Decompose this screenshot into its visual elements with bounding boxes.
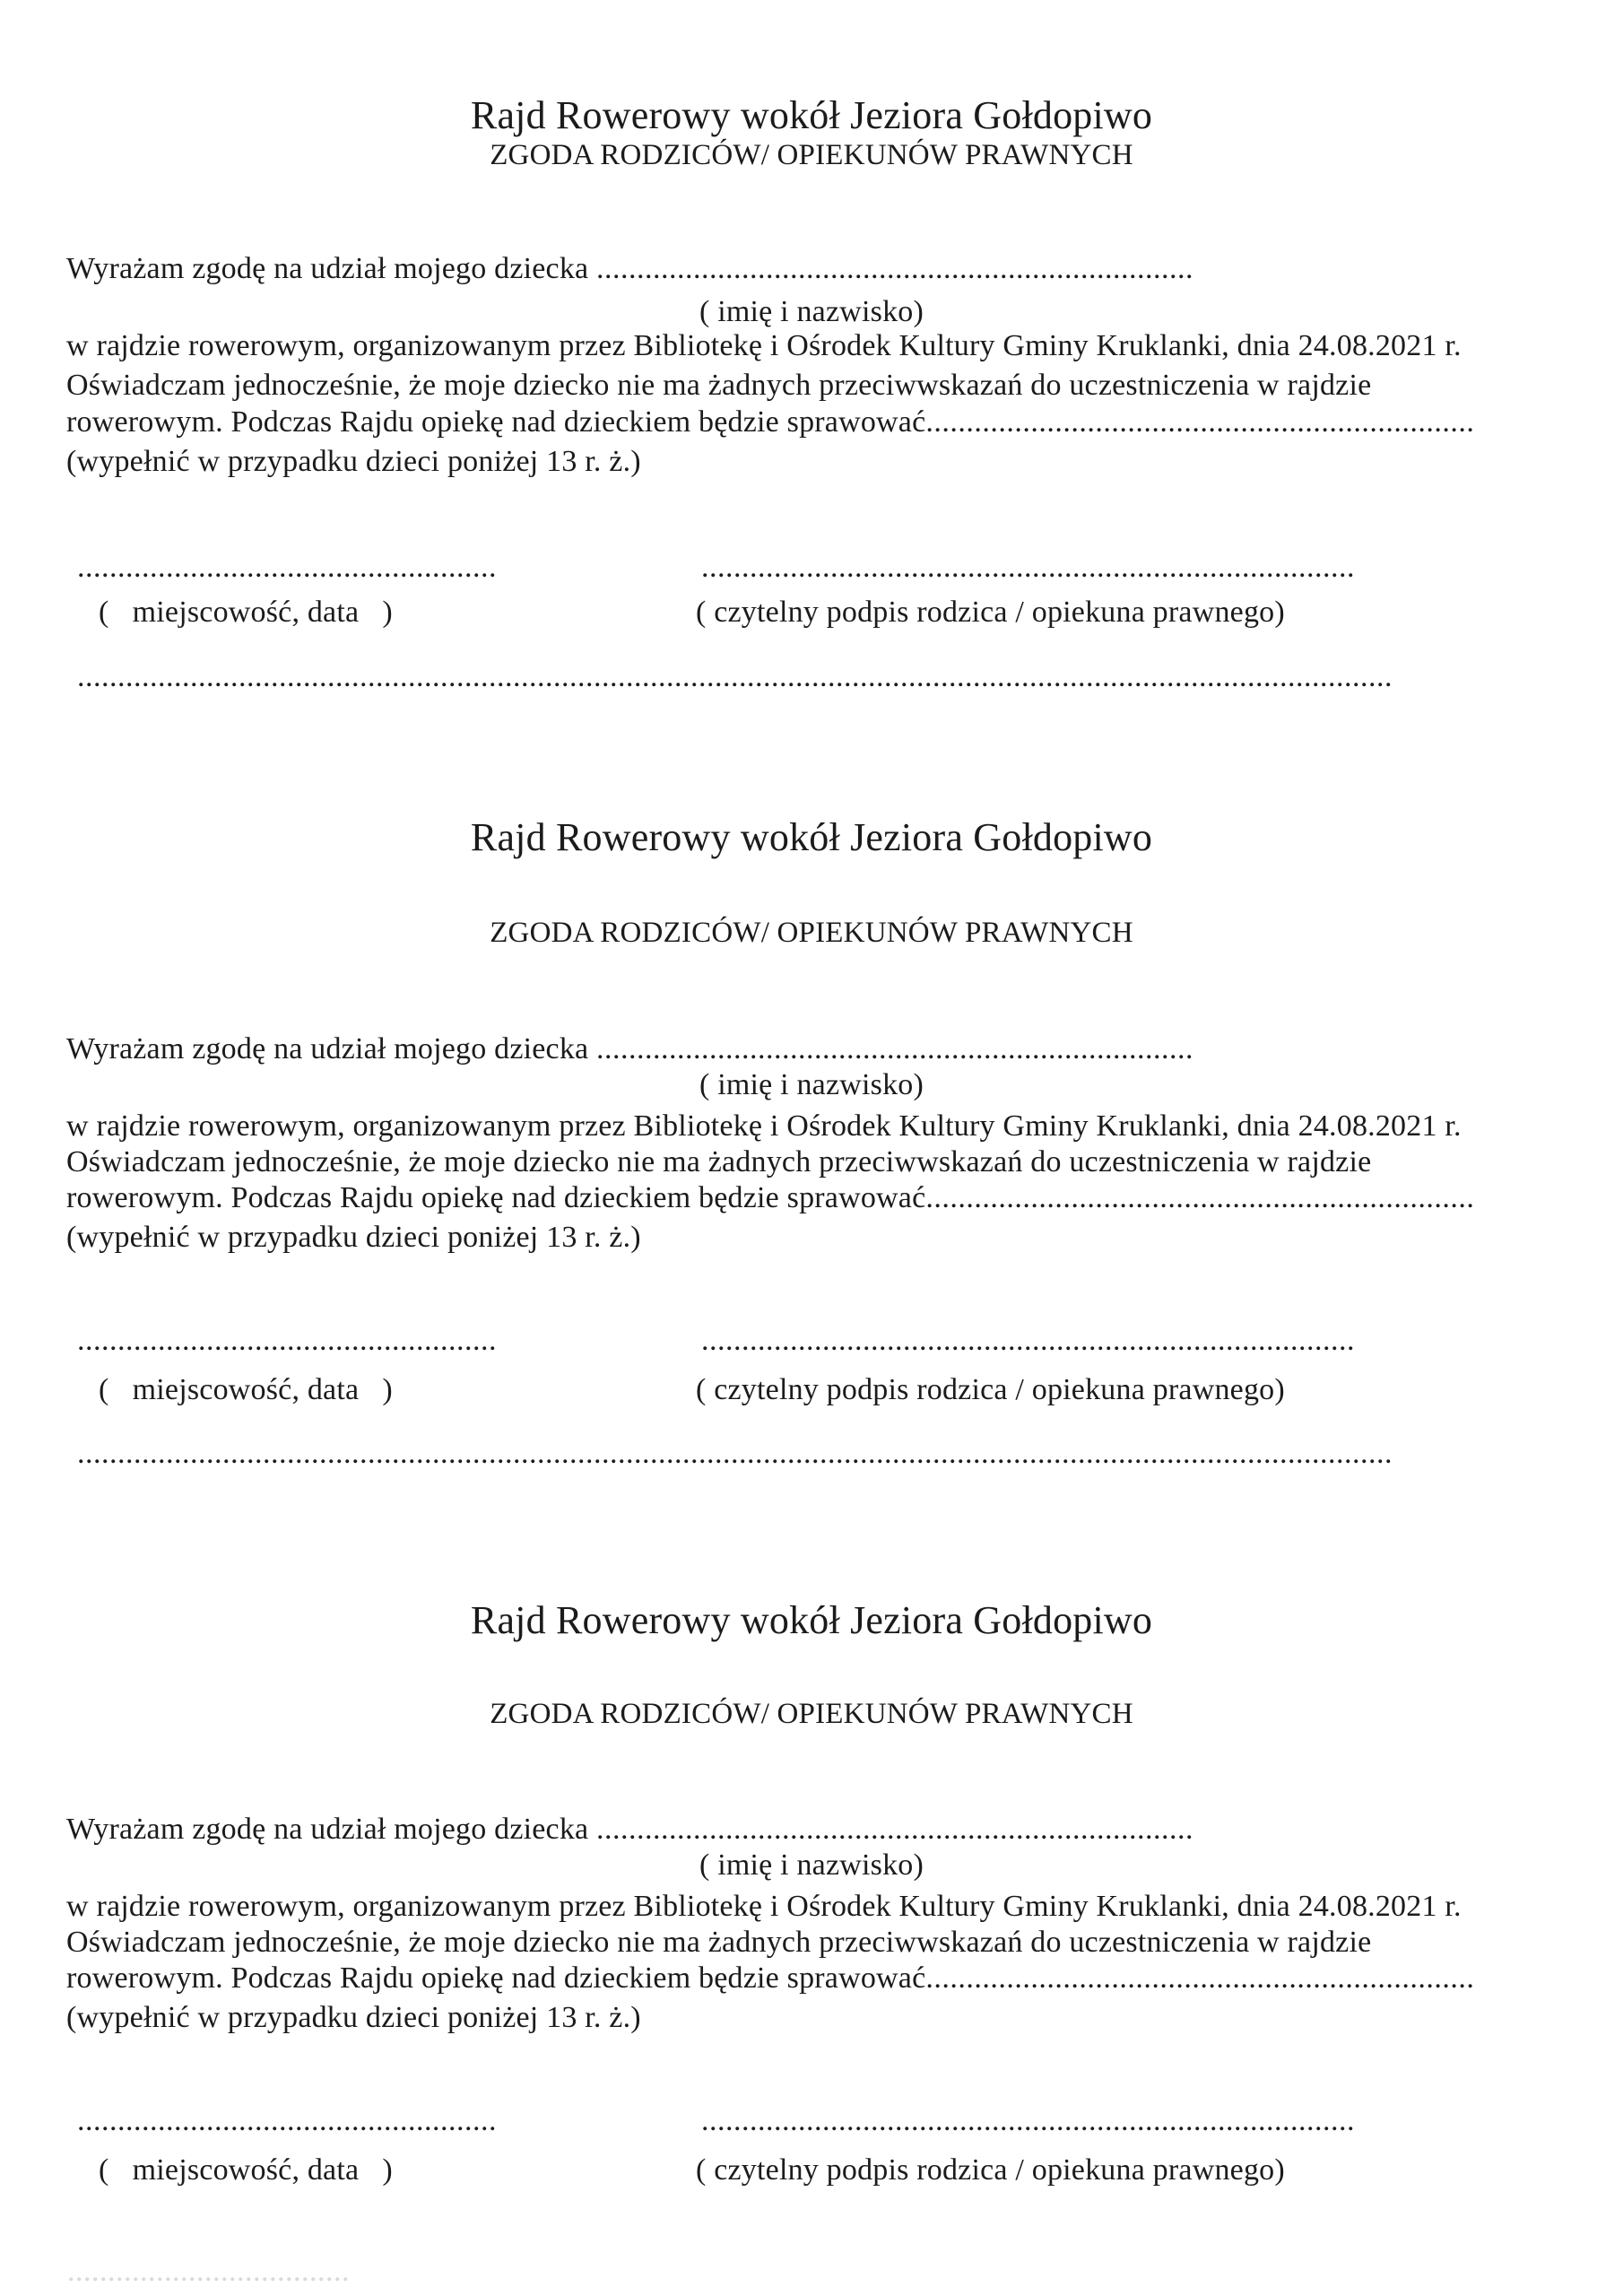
child-name-blank: .......................................................................... — [596, 1032, 1194, 1065]
form-title: Rajd Rowerowy wokół Jeziora Gołdopiwo — [470, 1598, 1153, 1642]
signature-blank: ................................................................................. — [701, 551, 1355, 584]
declaration-line: Oświadczam jednocześnie, że moje dziecko nie ma żadnych przeciwwskazań do uczestniczenia w rajdzie — [66, 1926, 1372, 1959]
consent-line — [66, 1811, 1193, 1848]
organizer-line: w rajdzie rowerowym, organizowanym przez Bibliotekę i Ośrodek Kultury Gminy Kruklanki, dnia 24.08.2021 r. — [66, 1890, 1462, 1923]
declaration-line: Oświadczam jednocześnie, że moje dziecko nie ma żadnych przeciwwskazań do uczestniczenia w rajdzie — [66, 369, 1372, 402]
form-title: Rajd Rowerowy wokół Jeziora Gołdopiwo — [470, 815, 1153, 859]
form-subtitle: ZGODA RODZICÓW/ OPIEKUNÓW PRAWNYCH — [490, 1698, 1133, 1730]
organizer-line: w rajdzie rowerowym, organizowanym przez Bibliotekę i Ośrodek Kultury Gminy Kruklanki, dnia 24.08.2021 r. — [66, 329, 1462, 362]
signature-blank: ................................................................................. — [701, 1324, 1355, 1357]
form-subtitle: ZGODA RODZICÓW/ OPIEKUNÓW PRAWNYCH — [490, 917, 1133, 949]
guardian-line-text: rowerowym. Podczas Rajdu opiekę nad dzieckiem będzie sprawować — [66, 1961, 926, 1995]
guardian-line — [66, 1960, 1474, 1997]
form-subtitle: ZGODA RODZICÓW/ OPIEKUNÓW PRAWNYCH — [490, 139, 1133, 171]
guardian-line-text: rowerowym. Podczas Rajdu opiekę nad dzieckiem będzie sprawować — [66, 405, 926, 439]
place-date-label: ( miejscowość, data ) — [99, 1373, 393, 1406]
child-name-blank: .......................................................................... — [596, 252, 1194, 285]
place-date-blank: .................................................... — [77, 1324, 497, 1357]
guardian-line — [66, 1179, 1474, 1217]
consent-line-text: Wyrażam zgodę na udział mojego dziecka — [66, 252, 597, 285]
fill-note: (wypełnić w przypadku dzieci poniżej 13 r. ż.) — [66, 1221, 641, 1254]
consent-line-text: Wyrażam zgodę na udział mojego dziecka — [66, 1813, 597, 1846]
signature-blank: ................................................................................. — [701, 2104, 1355, 2137]
name-caption: ( imię i nazwisko) — [699, 1848, 924, 1882]
form-title: Rajd Rowerowy wokół Jeziora Gołdopiwo — [470, 93, 1153, 137]
consent-line-text: Wyrażam zgodę na udział mojego dziecka — [66, 1032, 597, 1065]
guardian-line — [66, 404, 1474, 441]
guardian-name-blank: .................................................................... — [925, 1961, 1475, 1995]
place-date-blank: .................................................... — [77, 2104, 497, 2137]
consent-line — [66, 250, 1193, 288]
signature-label: ( czytelny podpis rodzica / opiekuna prawnego) — [696, 596, 1285, 629]
fill-note: (wypełnić w przypadku dzieci poniżej 13 r. ż.) — [66, 2001, 641, 2034]
name-caption: ( imię i nazwisko) — [699, 1068, 924, 1101]
divider-dotted-line: ................................................................................................................................................................... — [77, 1437, 1393, 1470]
divider-dotted-line: ................................................................................................................................................................... — [77, 660, 1393, 693]
child-name-blank: .......................................................................... — [596, 1813, 1194, 1846]
declaration-line: Oświadczam jednocześnie, że moje dziecko nie ma żadnych przeciwwskazań do uczestniczenia w rajdzie — [66, 1145, 1372, 1178]
consent-line — [66, 1031, 1193, 1068]
signature-label: ( czytelny podpis rodzica / opiekuna prawnego) — [696, 1373, 1285, 1406]
place-date-blank: .................................................... — [77, 551, 497, 584]
guardian-name-blank: .................................................................... — [925, 1181, 1475, 1214]
guardian-line-text: rowerowym. Podczas Rajdu opiekę nad dzieckiem będzie sprawować — [66, 1181, 926, 1214]
fill-note: (wypełnić w przypadku dzieci poniżej 13 r. ż.) — [66, 445, 641, 478]
name-caption: ( imię i nazwisko) — [699, 295, 924, 328]
organizer-line: w rajdzie rowerowym, organizowanym przez Bibliotekę i Ośrodek Kultury Gminy Kruklanki, dnia 24.08.2021 r. — [66, 1109, 1462, 1143]
place-date-label: ( miejscowość, data ) — [99, 596, 393, 629]
guardian-name-blank: .................................................................... — [925, 405, 1475, 439]
ghost-dotted-line: ................................... — [67, 2255, 350, 2288]
signature-label: ( czytelny podpis rodzica / opiekuna prawnego) — [696, 2153, 1285, 2187]
place-date-label: ( miejscowość, data ) — [99, 2153, 393, 2187]
